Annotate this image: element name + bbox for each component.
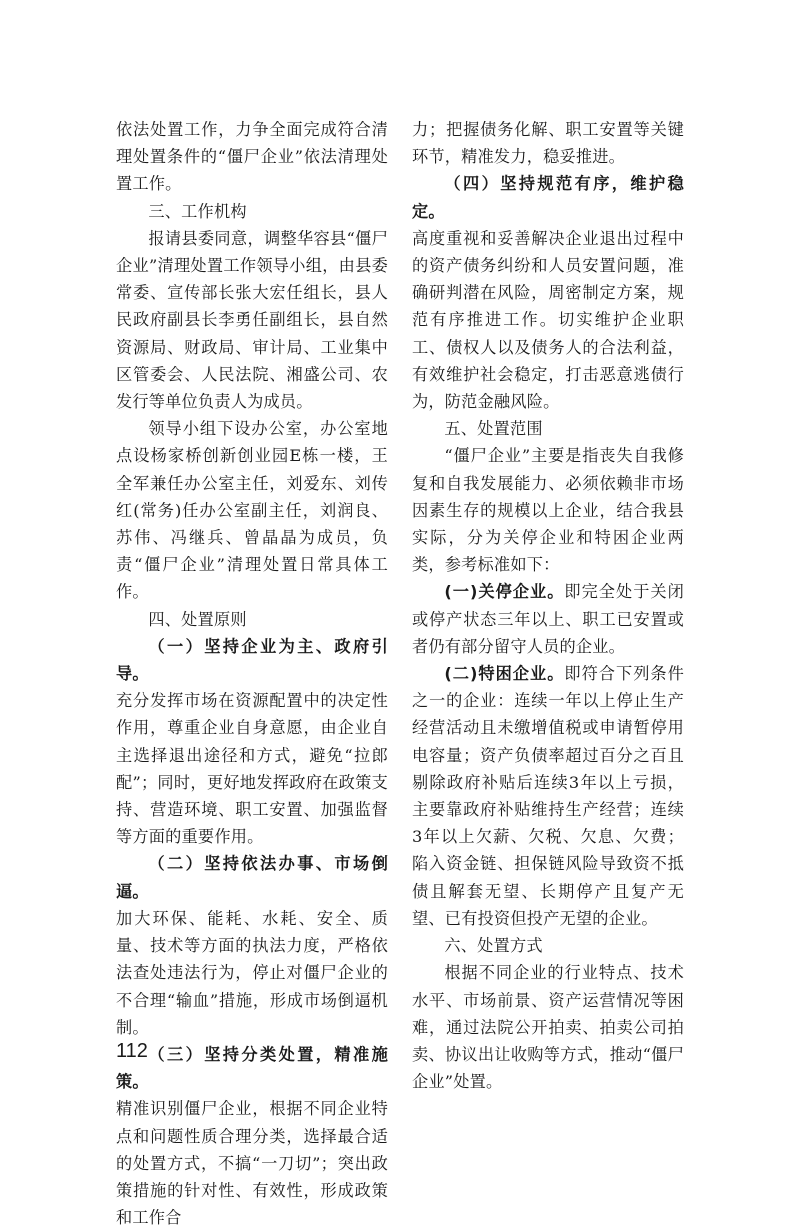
page-number: 112 [116, 1040, 148, 1062]
principle-heading-4: （四）坚持规范有序，维护稳定。 [412, 174, 684, 221]
right-column [412, 116, 684, 1095]
paragraph [412, 660, 684, 932]
paragraph: 依法处置工作，力争全面完成符合清理处置条件的“僵尸企业”依法清理处置工作。 [116, 120, 388, 194]
paragraph: “僵尸企业”主要是指丧失自我修复和自我发展能力、必须依赖非市场因素生存的规模以上企业，结合我县实际，分为关停企业和特困企业两类，参考标准如下： [412, 446, 684, 575]
section-heading-5: 五、处置范围 [444, 419, 543, 439]
category-text-1: 即完全处于关闭或停产状态三年以上、职工已安置或者仍有部分留守人员的企业。 [412, 582, 684, 656]
paragraph: 充分发挥市场在资源配置中的决定性作用，尊重企业自身意愿，由企业自主选择退出途径和方式，避免“拉郎配”；同时，更好地发挥政府在政策支持、营造环境、职工安置、加强监督等方面的重要作用。 [116, 691, 388, 847]
paragraph [412, 578, 684, 660]
section-heading-4: 四、处置原则 [148, 609, 247, 629]
paragraph: 加大环保、能耗、水耗、安全、质量、技术等方面的执法力度，严格依法查处违法行为，停止对僵尸企业的不合理“输血”措施，形成市场倒逼机制。 [116, 908, 388, 1037]
paragraph: 精准识别僵尸企业，根据不同企业特点和问题性质合理分类，选择最合适的处置方式，不搞“一刀切”；突出政策措施的针对性、有效性，形成政策和工作合 [116, 1099, 388, 1228]
paragraph: 报请县委同意，调整华容县“僵尸企业”清理处置工作领导小组，由县委常委、宣传部长张大宏任组长，县人民政府副县长李勇任副组长，县自然资源局、财政局、审计局、工业集中区管委会、人民法院、湘盛公司、农发行等单位负责人为成员。 [116, 228, 388, 412]
left-column [116, 116, 388, 1231]
principle-heading-1: （一）坚持企业为主、政府引导。 [116, 636, 388, 684]
principle-heading-2: （二）坚持依法办事、市场倒逼。 [116, 854, 388, 901]
section-heading-6: 六、处置方式 [444, 936, 543, 956]
category-title-2: (二)特困企业。 [444, 664, 565, 684]
section-heading-3: 三、工作机构 [148, 201, 247, 221]
category-title-1: (一)关停企业。 [444, 582, 565, 602]
category-text-2: 即符合下列条件之一的企业：连续一年以上停止生产经营活动且未缴增值税或申请暂停用电容量；资产负债率超过百分之百且剔除政府补贴后连续3年以上亏损，主要靠政府补贴维持生产经营；连续3年以上欠薪、欠税、欠息、欠费；陷入资金链、担保链风险导致资不抵债且解套无望、长期停产且复产无望、已有投资但投产无望的企业。 [412, 664, 684, 928]
paragraph: 领导小组下设办公室，办公室地点设杨家桥创新创业园E栋一楼，王全军兼任办公室主任，刘爱东、刘传红(常务)任办公室副主任，刘润良、苏伟、冯继兵、曾晶晶为成员，负责“僵尸企业”清理处置日常具体工作。 [116, 419, 388, 602]
paragraph: 根据不同企业的行业特点、技术水平、市场前景、资产运营情况等困难，通过法院公开拍卖、拍卖公司拍卖、协议出让收购等方式，推动“僵尸企业”处置。 [412, 963, 684, 1092]
paragraph: 力；把握债务化解、职工安置等关键环节，精准发力，稳妥推进。 [412, 120, 684, 167]
paragraph: 高度重视和妥善解决企业退出过程中的资产债务纠纷和人员安置问题，准确研判潜在风险，周密制定方案，规范有序推进工作。切实维护企业职工、债权人以及债务人的合法利益，有效维护社会稳定，打击恶意逃债行为，防范金融风险。 [412, 228, 684, 412]
principle-heading-3: （三）坚持分类处置，精准施策。 [116, 1044, 388, 1092]
